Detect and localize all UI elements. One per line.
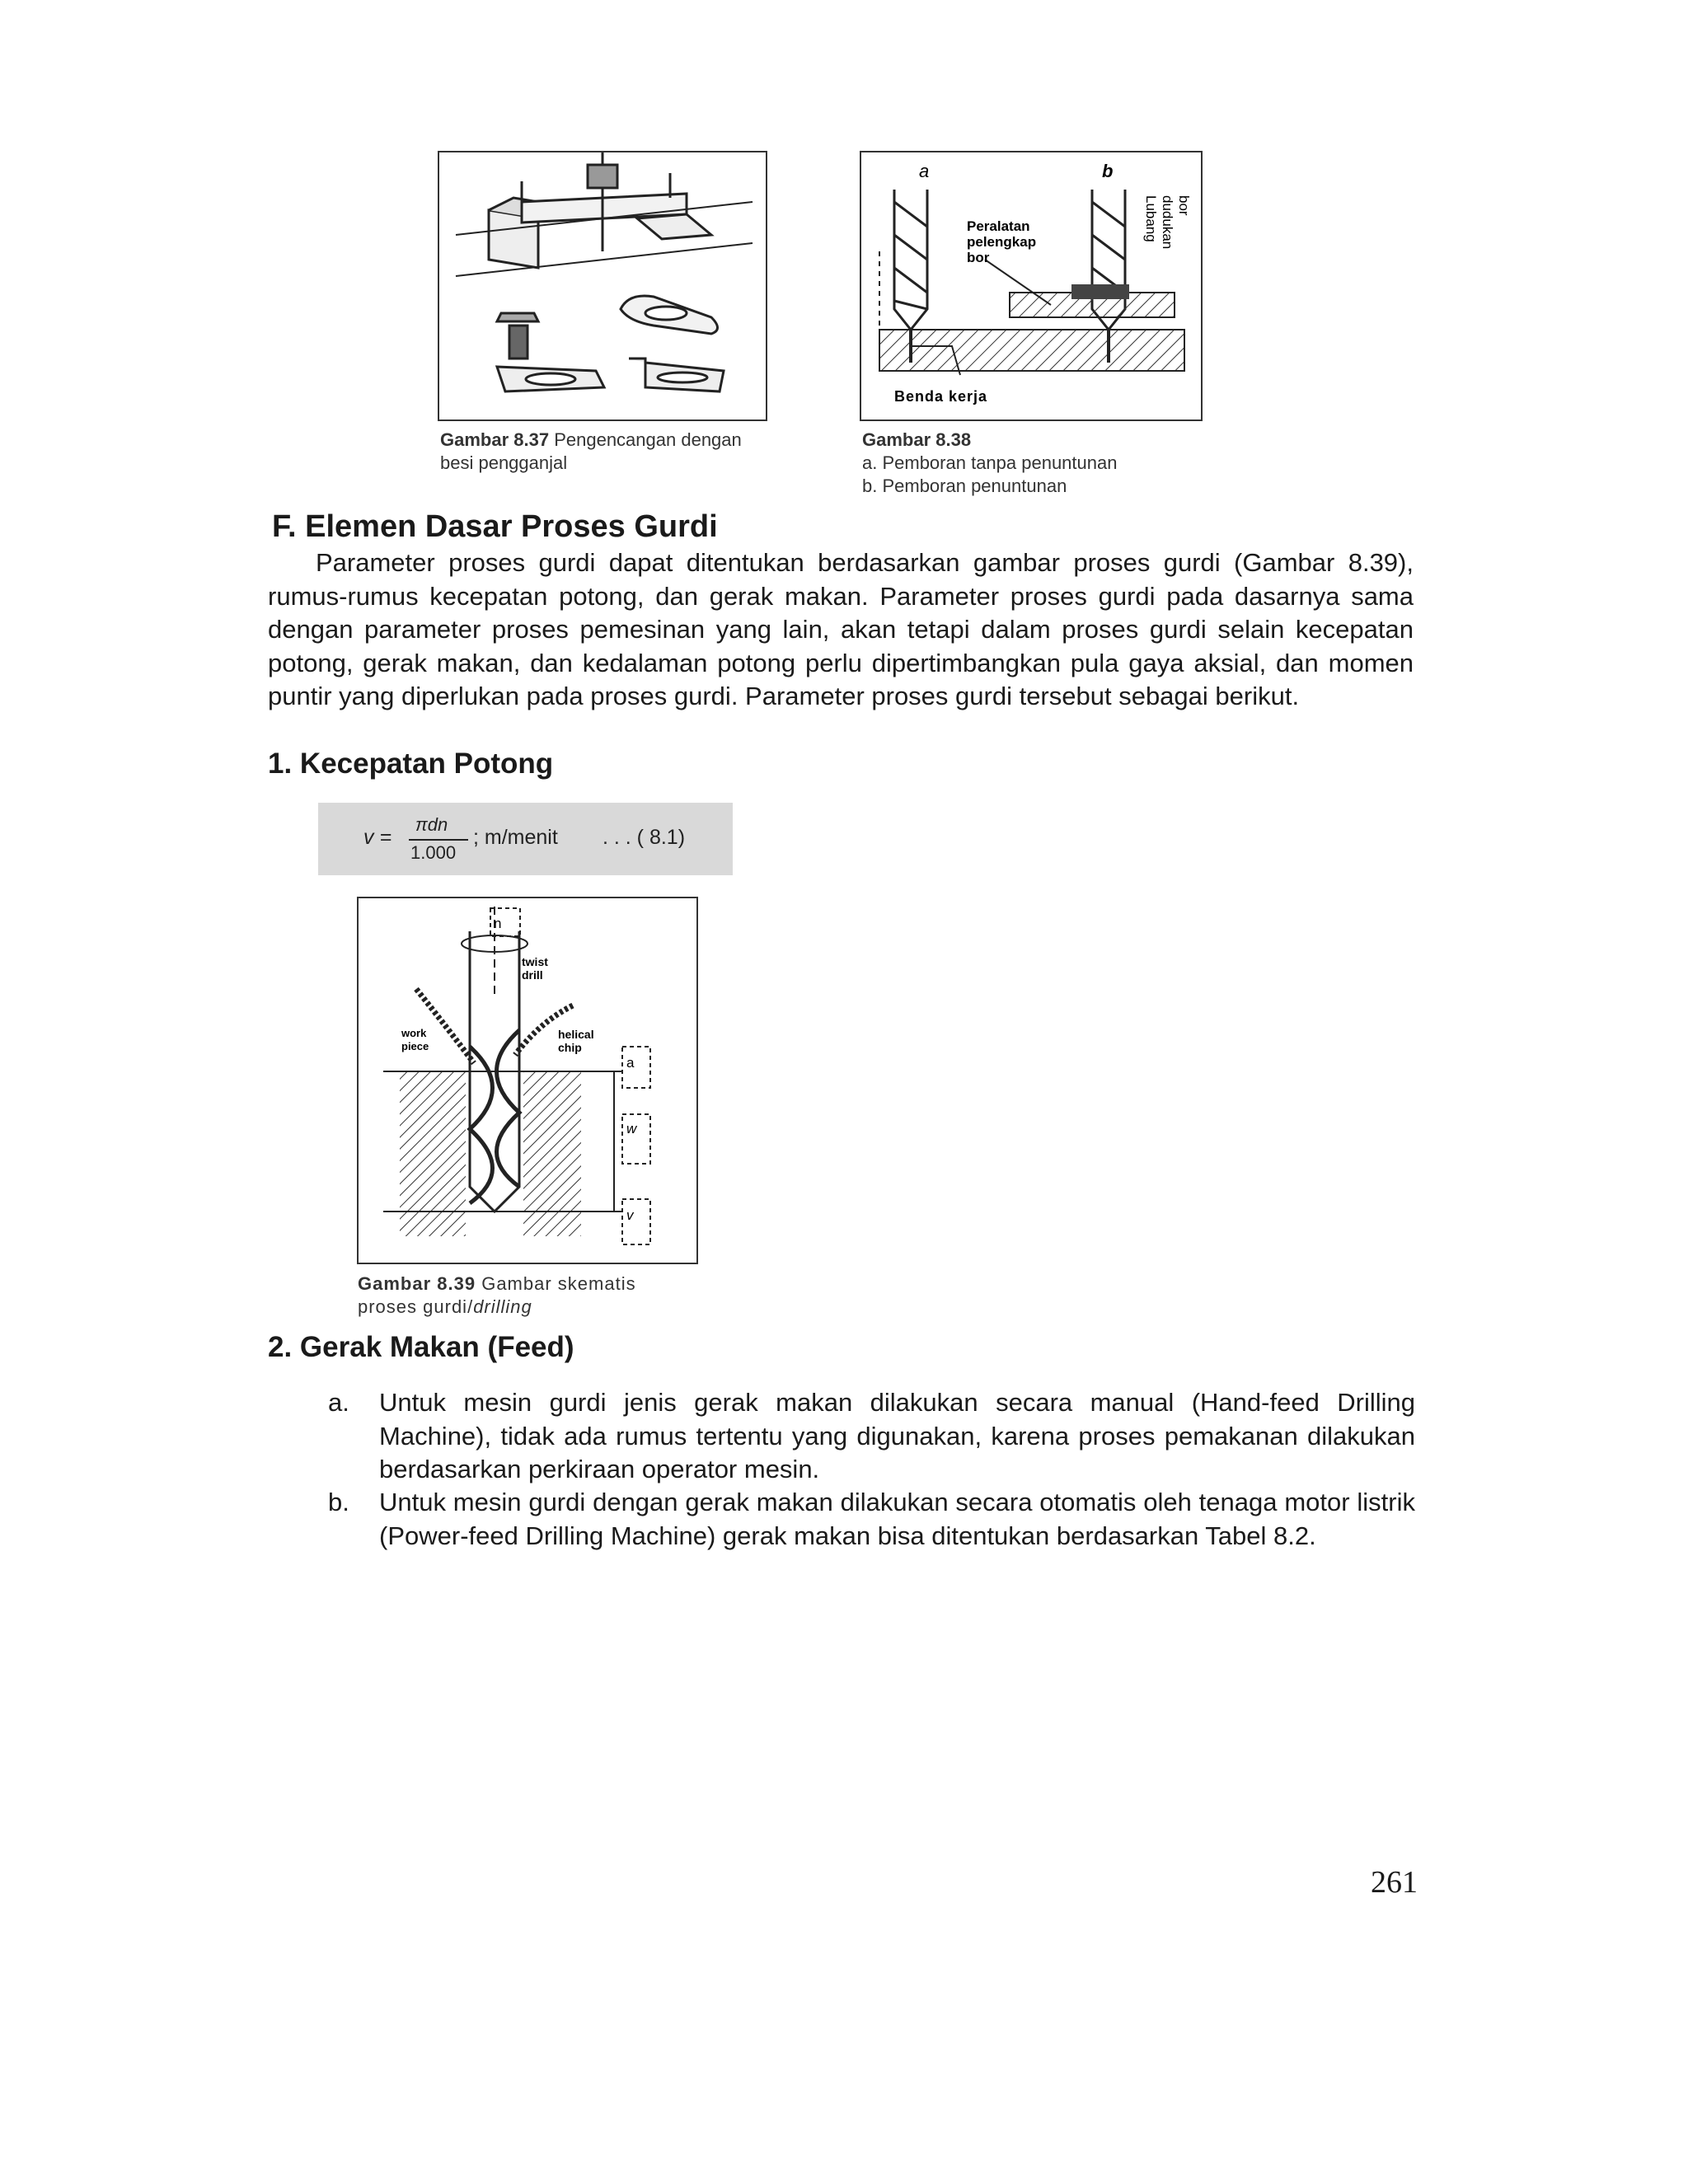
label-b: b [1102, 161, 1114, 181]
caption-text-italic: drilling [473, 1296, 532, 1317]
caption-text: a. Pemboran tanpa penuntunan [862, 452, 1118, 473]
page-number: 261 [1371, 1865, 1418, 1900]
caption-text: Gambar skematis [481, 1273, 636, 1294]
label-helical-chip: chip [558, 1041, 582, 1054]
list-item: Untuk mesin gurdi jenis gerak makan dilakukan secara manual (Hand-feed Drilling Machine), tidak ada rumus tertentu yang digunakan, karena proses pemakanan dilakukan berdasarkan perkiraan operator mesin. [379, 1388, 1415, 1483]
figure-8-39-caption [358, 1272, 720, 1319]
figure-8-37-caption [440, 429, 786, 475]
clamp-illustration [439, 152, 766, 419]
formula-reference: . . . ( 8.1) [603, 826, 686, 849]
label-twist-drill: drill [522, 968, 543, 982]
label-hole: dudukan [1160, 195, 1175, 250]
figure-8-38-caption [862, 429, 1225, 498]
formula-lhs: v = [363, 826, 392, 849]
caption-text: proses gurdi/ [358, 1296, 474, 1317]
caption-text: besi pengganjal [440, 452, 568, 473]
label-helical-chip: helical [558, 1028, 594, 1041]
caption-figure-number: Gambar 8.37 [440, 429, 550, 450]
fraction-bar [409, 839, 468, 841]
subsection-heading: 1. Kecepatan Potong [268, 748, 554, 780]
label-hole: Lubang [1143, 195, 1159, 242]
formula-unit: ; m/menit [473, 826, 558, 849]
label-work-piece: piece [401, 1040, 429, 1052]
twist-drill-schematic [359, 898, 696, 1263]
section-paragraph: Parameter proses gurdi dapat ditentukan berdasarkan gambar proses gurdi (Gambar 8.39), rumus-rumus kecepatan potong, dan gerak makan. Parameter proses gurdi pada dasarnya sama dengan parameter proses pemesinan yang lain, akan tetapi dalam proses gurdi selain kecepatan potong, gerak makan, dan kedalaman potong perlu dipertimbangkan pula gaya aksial, dan momen puntir yang diperlukan pada proses gurdi. Parameter proses gurdi tersebut sebagai berikut. [268, 548, 1414, 710]
label-twist-drill: twist [522, 955, 548, 968]
label-n: n [494, 916, 502, 931]
label-hole: bor [1176, 195, 1192, 216]
label-tool: Peralatan [967, 218, 1030, 234]
section-heading: F. Elemen Dasar Proses Gurdi [272, 509, 718, 544]
list-item: Untuk mesin gurdi dengan gerak makan dilakukan secara otomatis oleh tenaga motor listrik (Power-feed Drilling Machine) gerak makan bisa ditentukan berdasarkan Tabel 8.2. [379, 1488, 1415, 1550]
list-item-marker: a. [328, 1388, 349, 1417]
label-tool: bor [967, 250, 990, 265]
label-tool: pelengkap [967, 234, 1037, 250]
formula-box [318, 803, 733, 875]
list-item-marker: b. [328, 1488, 349, 1516]
caption-figure-number: Gambar 8.39 [358, 1273, 476, 1294]
caption-text: b. Pemboran penuntunan [862, 476, 1067, 496]
figure-8-37 [438, 151, 767, 421]
label-a: a [626, 1055, 635, 1071]
formula-numerator: πdn [415, 814, 448, 835]
label-w: w [626, 1121, 637, 1137]
caption-figure-number: Gambar 8.38 [862, 429, 972, 450]
subsection-heading: 2. Gerak Makan (Feed) [268, 1331, 574, 1363]
figure-8-38 [860, 151, 1203, 421]
label-workpiece: Benda kerja [894, 388, 988, 405]
caption-text: Pengencangan dengan [554, 429, 742, 450]
label-work-piece: work [401, 1027, 427, 1039]
formula-denominator: 1.000 [410, 842, 457, 863]
label-a: a [919, 161, 930, 181]
label-v: v [626, 1207, 634, 1223]
drilling-guided-illustration [861, 152, 1201, 419]
figure-8-39 [357, 897, 698, 1264]
